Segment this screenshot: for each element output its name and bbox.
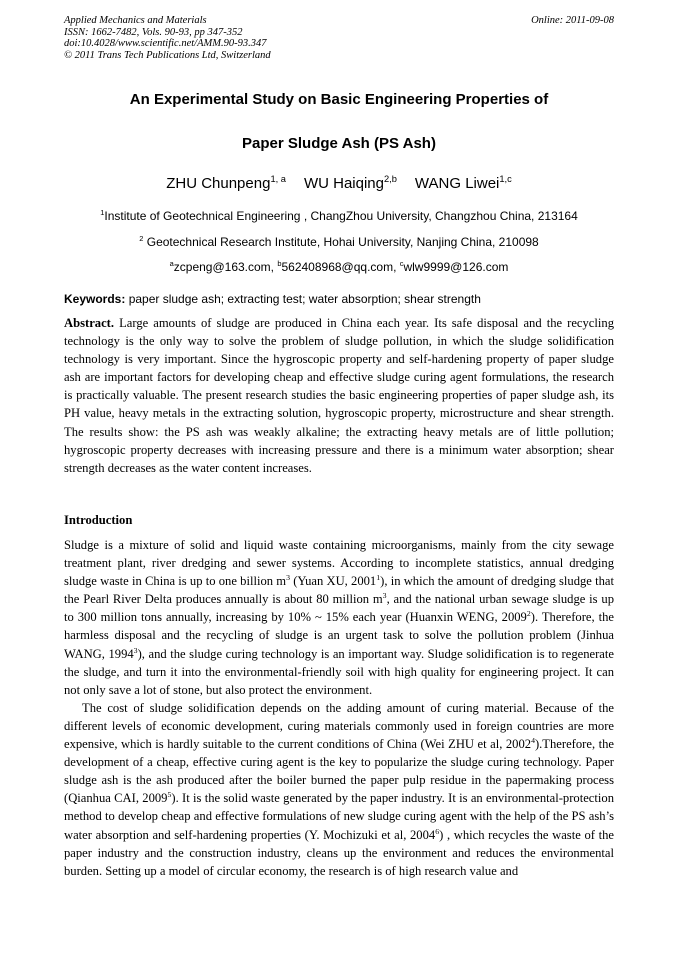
affiliation-text: Institute of Geotechnical Engineering , ChangZhou University, Changzhou China, 213164 [104,209,578,223]
email-mark: c [399,259,404,268]
text-run: Sludge is a mixture of solid and liquid waste containing microorganisms, mainly from the city sewage treatment plant, river dredging and sewer systems. According to incomplete statistics, annual dredging sludge waste in China is up to one billion m [64,538,614,589]
keywords [64,292,614,306]
text-run: ). Therefore, the harmless disposal and the recycling of sludge is an urgent task to solve the pollution problem (Jinhua WANG, 1994 [64,610,614,661]
author-list [0,175,678,192]
text-run: ), in which the amount of dredging sludge that the Pearl River Delta produces annually is about 80 million m [64,574,614,607]
text-run: ) , which recycles the waste of the paper industry and the construction industry, cleans up the environment and reduces the environmental burden. Setting up a model of circular economy, the research is of high research value and [64,827,614,878]
citation-number: 1 [376,573,381,582]
citation-number: 6 [435,826,440,836]
journal-name: Applied Mechanics and Materials [64,15,207,26]
text-run: , and the national urban sewage sludge is up to 300 million tons annually, increasing by 10% ~ 15% each year (Huanxin WENG, 2009 [64,592,614,625]
citation-number: 2 [526,609,531,619]
online-date: Online: 2011-09-08 [531,15,614,26]
author-emails [0,260,678,274]
author-name: ZHU Chunpeng [166,175,271,192]
text-run: ). It is the solid waste generated by the paper industry. It is an environmental-protection method to develop cheap and effective formulations of new sludge curing agent with the help of the PS ash’s water absorption and self-hardening properties (Y. Mochizuki et al, 2004 [64,791,614,842]
author-affil-mark: 1,c [499,174,512,184]
journal-header [64,15,271,61]
affiliation-1 [0,209,678,223]
text-run: The cost of sludge solidification depends on the adding amount of curing material. Because of the different levels of economic development, curing materials commonly used in foreign countries are more expensive, which is hardly suitable to the current conditions of China (Wei ZHU et al, 2002 [64,700,614,752]
affiliation-mark: 1 [100,208,105,217]
journal-issn: ISSN: 1662-7482, Vols. 90-93, pp 347-352 [64,26,243,38]
introduction-paragraph-2 [64,699,614,880]
keywords-label: Keywords: [64,292,126,306]
abstract-label: Abstract. [64,316,115,330]
citation-number: 5 [167,790,172,800]
superscript: 3 [382,591,387,601]
journal-doi: doi:10.4028/www.scientific.net/AMM.90-93.347 [64,38,267,49]
journal-copyright: © 2011 Trans Tech Publications Ltd, Switzerland [64,49,271,61]
text-run: ), and the sludge curing technology is an important way. Sludge solidification is to regenerate the sludge, and turn it into the environmental-friendly soil with high quality for engineering project. It can not only save a lot of stone, but also protect the environment. [64,646,614,697]
email-address: zcpeng@163.com, [173,260,278,274]
email-address: 562408968@qq.com, [281,260,400,274]
citation-number: 4 [531,735,535,745]
citation-number: 3 [133,645,138,655]
paper-title-line-1: An Experimental Study on Basic Engineering Properties of [129,91,549,108]
author-name: WANG Liwei [414,175,500,192]
introduction-paragraph-1 [64,536,614,699]
author-name: WU Haiqing [303,175,384,192]
superscript: 3 [286,573,290,582]
text-run: (Yuan XU, 2001 [289,574,377,589]
affiliation-2 [0,235,678,249]
email-mark: a [169,259,174,268]
abstract [64,314,614,477]
introduction-body [64,536,614,880]
email-mark: b [277,259,282,268]
paper-title-line-2: Paper Sludge Ash (PS Ash) [242,135,436,152]
affiliation-mark: 2 [139,234,144,243]
email-address: wlw9999@126.com [403,260,509,274]
keywords-text: paper sludge ash; extracting test; water absorption; shear strength [125,292,481,306]
section-heading-introduction: Introduction [64,513,133,527]
author-affil-mark: 1, a [270,174,286,184]
text-run: ).Therefore, the development of a cheap, effective curing agent is the key to popularize the sludge curing technology. Paper sludge ash is the ash produced after the boiler burned the paper pulp residue in the papermaking process (Qianhua CAI, 2009 [64,737,614,806]
affiliation-text: Geotechnical Research Institute, Hohai University, Nanjing China, 210098 [146,235,539,249]
author-affil-mark: 2,b [383,174,397,184]
abstract-text: Large amounts of sludge are produced in China each year. Its safe disposal and the recycling technology is the only way to solve the problem of sludge pollution, in which the sludge solidification technology is very important. Since the hygroscopic property and self-hardening property of paper sludge ash are important factors for developing cheap and effective sludge curing agent formulations, the research is practically valuable. The present research studies the basic engineering properties of paper sludge ash, its PH value, heavy metals in the extracting solution, hygroscopic property, microstructure and shear strength. The results show: the PS ash was weakly alkaline; the extracting heavy metals are of little pollution; hygroscopic property decreases with increasing pressure and there is a minimum water absorption; shear strength decreases as the water content increases. [64,316,614,475]
